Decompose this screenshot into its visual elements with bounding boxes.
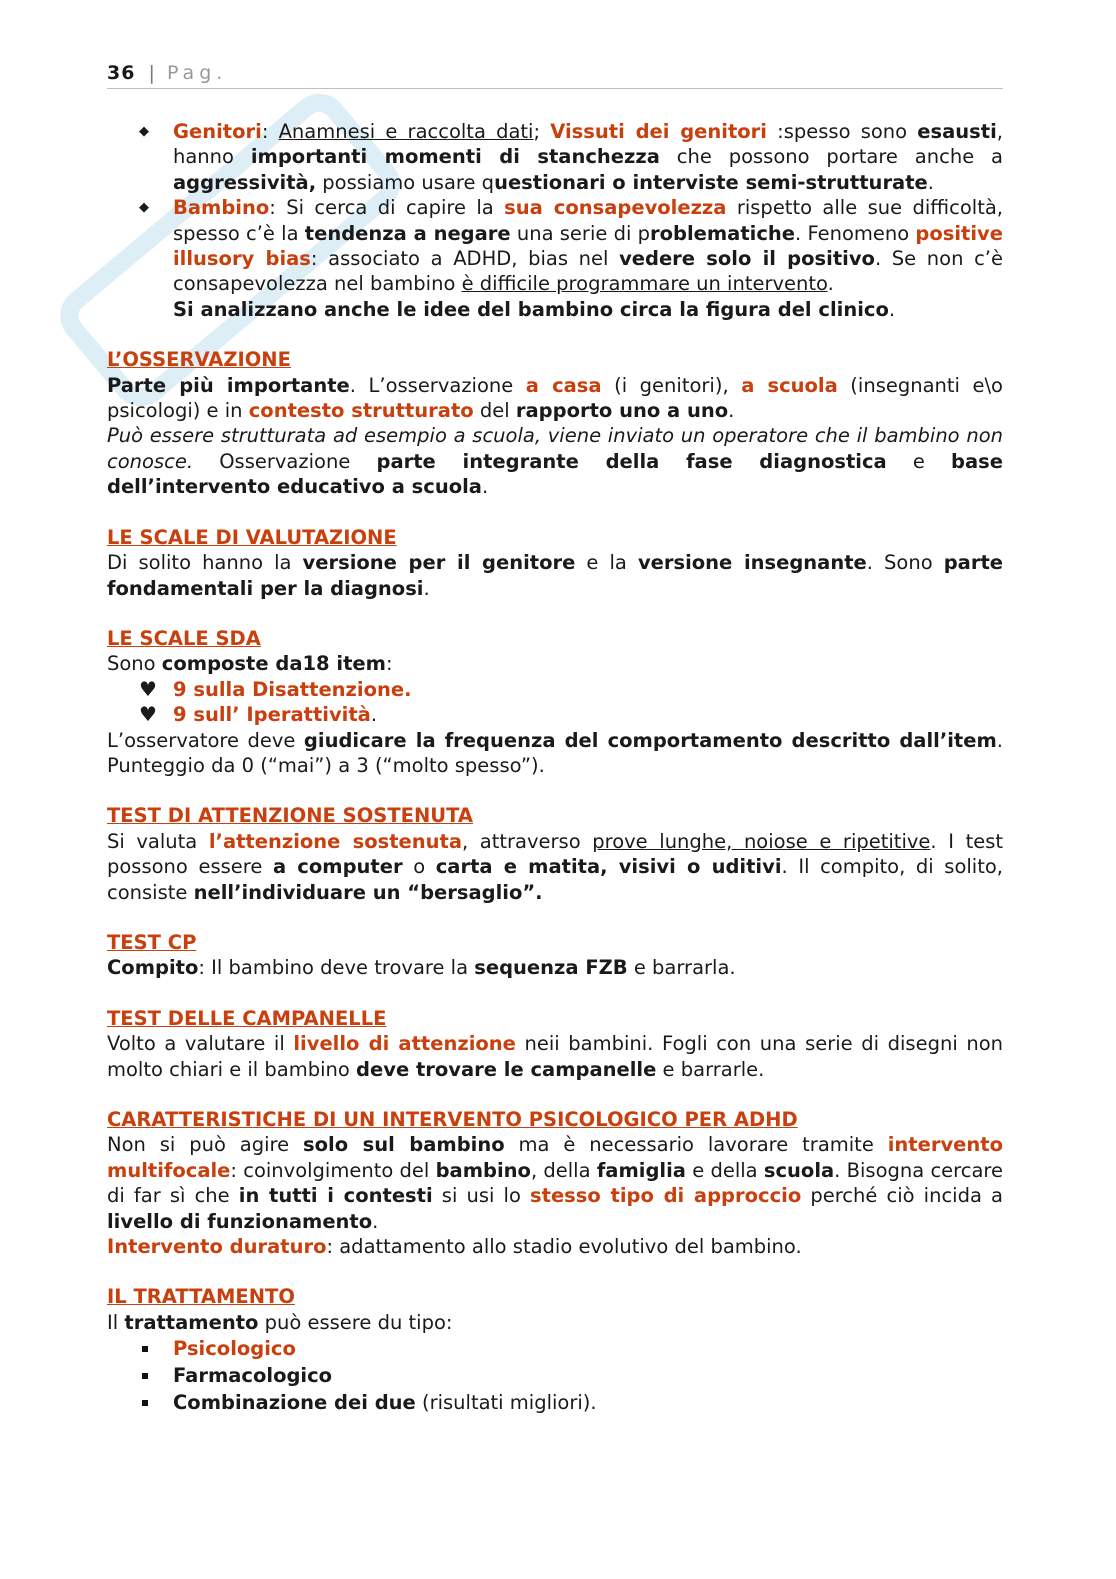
text-run: a scuola [741,373,838,397]
text-run: 9 sulla Disattenzione. [173,677,412,701]
text-run: rispetto alle sue difficoltà, spesso c’è la [173,196,1004,245]
section-heading: TEST DI ATTENZIONE SOSTENUTA [107,804,473,828]
text-run: . [827,272,834,296]
section-intro [107,1310,1003,1335]
text-run: Bambino [173,196,270,220]
text-run: Si analizzano anche le idee del bambino circa la figura del clinico [173,297,889,321]
text-run: , della [530,1158,597,1182]
text-run: importanti momenti di stanchezza [250,145,660,169]
text-run: Di solito hanno la [107,551,303,575]
section-paragraph [107,550,1003,601]
list-item [107,1362,1003,1389]
section-heading: LE SCALE DI VALUTAZIONE [107,525,397,549]
section-paragraph [107,829,1003,905]
text-run: . [888,297,896,321]
section-paragraph [107,955,1003,980]
text-run: . [927,170,934,194]
text-run: . [370,703,378,727]
text-run: Non si può agire [107,1133,304,1157]
text-run: ma è necessario lavorare tramite [504,1133,888,1157]
text-run: Osservazione [193,449,377,473]
text-run: rapporto uno a uno [515,399,729,423]
text-run: Parte più importante [107,373,350,397]
text-run: (i genitori), [601,373,742,397]
text-run: . Sono [866,551,944,575]
text-run: livello di funzionamento [107,1209,373,1233]
text-run: 9 sull’ Iperattività [173,703,371,727]
text-run: :spesso sono [766,120,918,143]
section-paragraph [107,1132,1003,1259]
text-run: : [385,652,393,676]
text-run: intervento multifocale [107,1133,1004,1182]
text-run: (risultati migliori). [415,1391,597,1415]
text-run: positive illusory bias [173,221,1003,271]
section-heading: L’OSSERVAZIONE [107,348,291,372]
text-run: , hanno [173,120,1003,169]
text-run: , attraverso [462,829,593,853]
text-run: Combinazione dei due [173,1391,416,1415]
section-intro [107,651,1003,676]
text-run: base dell’intervento educativo a scuola [107,449,1003,499]
text-run: L’osservatore deve [107,728,304,752]
text-run: . Bisogna cercare di far sì che [107,1158,1004,1208]
text-run: (insegnanti e\o psicologi) e in [107,373,1003,423]
text-run: nell’individuare un “bersaglio”. [193,880,543,904]
intro-bullet-list [107,119,1003,322]
section-paragraph [107,373,1003,500]
text-run: l’attenzione sostenuta [208,829,462,853]
page-label: Pag. [166,62,228,84]
text-run: Si valuta [107,829,209,853]
text-run: . [372,1209,379,1233]
text-run: e [886,449,952,473]
text-run: Compito [107,956,199,980]
text-run: tendenza a negare [304,221,511,245]
header-separator: | [148,62,156,84]
text-run: solo sul bambino [303,1133,505,1157]
page-header [107,62,1003,89]
text-run: Volto a valutare il [107,1032,294,1056]
heart-bullet-list [107,677,1003,728]
text-run: famiglia [596,1158,686,1182]
list-item [107,677,1003,702]
square-bullet-list [107,1335,1003,1416]
text-run: perché ciò incida a [801,1184,1003,1208]
section-heading: LE SCALE SDA [107,626,261,650]
text-run: Vissuti dei genitori [550,120,767,143]
bullet-item [107,195,1003,322]
text-run: contesto strutturato [248,399,474,423]
text-run: : adattamento allo stadio evolutivo del bambino. [326,1235,802,1259]
text-run: che possono portare anche a [659,145,1004,169]
text-run: si usi lo [432,1184,531,1208]
text-run: e della [685,1158,764,1182]
section-heading: CARATTERISTICHE DI UN INTERVENTO PSICOLOGICO PER ADHD [107,1108,798,1131]
text-run: . Se non c’è consapevolezza nel bambino [173,247,1004,296]
text-run: neii bambini. Fogli con una serie di disegni non molto chiari e il bambino [107,1032,1003,1081]
list-item [107,1335,1003,1362]
text-run: parte integrante della fase diagnostica [376,449,887,473]
text-run: Intervento duraturo [107,1235,327,1259]
text-run: Il [107,1310,125,1334]
text-run: . L’osservazione [349,373,526,397]
text-run: carta e matita, visivi o uditivi [435,855,782,879]
list-item [107,702,1003,727]
text-run: a casa [525,373,602,397]
text-run: . Punteggio da 0 (“mai”) a 3 (“molto spesso”). [107,728,1003,777]
text-run: . I test possono essere [107,829,1004,879]
text-run: e barrarla. [627,956,736,980]
text-run: uestionari o interviste semi-strutturate [494,170,928,194]
text-run: esausti [917,120,997,143]
text-run: una serie di p [510,221,650,245]
text-run: stesso tipo di approccio [530,1184,802,1208]
text-run: a computer [272,855,403,879]
text-run: ; [533,120,551,143]
document-page [107,62,1003,1416]
text-run: deve trovare le campanelle [356,1057,657,1081]
text-run: . [728,399,735,423]
text-run: può essere du tipo: [258,1310,453,1334]
section-paragraph [107,1031,1003,1082]
section-heading: TEST DELLE CAMPANELLE [107,1006,387,1030]
text-run: e barrarle. [656,1057,765,1081]
text-run: sequenza FZB [474,956,628,980]
text-run: vedere solo il positivo [619,247,875,271]
bullet-item [107,119,1003,195]
text-run: sua consapevolezza [504,196,727,220]
text-run: Può essere strutturata ad esempio a scuola, viene inviato un operatore che il bambino non conosce. [107,424,1003,473]
text-run: scuola [763,1158,835,1182]
list-item [107,1389,1003,1416]
text-run: aggressività, [173,170,317,194]
section-heading: TEST CP [107,930,197,954]
text-run: versione insegnante [637,551,867,575]
text-run: parte fondamentali per la diagnosi [107,551,1003,600]
text-run: : associato a ADHD, bias nel [310,247,620,271]
text-run: Sono [107,652,162,676]
text-run: . Fenomeno [795,221,916,245]
text-run: : Si cerca di capire la [269,196,505,220]
text-run: . [481,475,489,499]
section-paragraph [107,728,1003,779]
text-run: Farmacologico [173,1364,333,1388]
text-run: trattamento [124,1310,259,1334]
text-run: è difficile programmare un intervento [461,272,828,296]
text-run: livello di attenzione [293,1032,516,1056]
text-run: Genitori [173,120,262,143]
text-run: composte da18 item [161,652,386,676]
text-run: . [423,576,430,600]
text-run: del [473,399,516,423]
text-run: in tutti i contesti [238,1184,433,1208]
text-run: : [261,120,279,143]
text-run: . Il compito, di solito, consiste [107,855,1004,904]
text-run: : Il bambino deve trovare la [198,956,475,980]
text-run: giudicare la frequenza del comportamento descritto dall’item [303,728,997,752]
text-run: e la [575,551,638,575]
text-run: versione per il genitore [302,551,576,575]
text-run: : coinvolgimento del [230,1158,436,1182]
text-run: o [402,855,436,879]
text-run: Psicologico [173,1337,296,1361]
page-number: 36 [107,62,136,84]
document-body [107,347,1003,1416]
text-run: possiamo usare q [316,170,495,194]
text-run: prove lunghe, noiose e ripetitive [592,829,931,853]
text-run: roblematiche [649,221,796,245]
text-run: bambino [435,1158,531,1182]
section-heading: IL TRATTAMENTO [107,1285,295,1309]
text-run: Anamnesi e raccolta dati [278,120,534,143]
